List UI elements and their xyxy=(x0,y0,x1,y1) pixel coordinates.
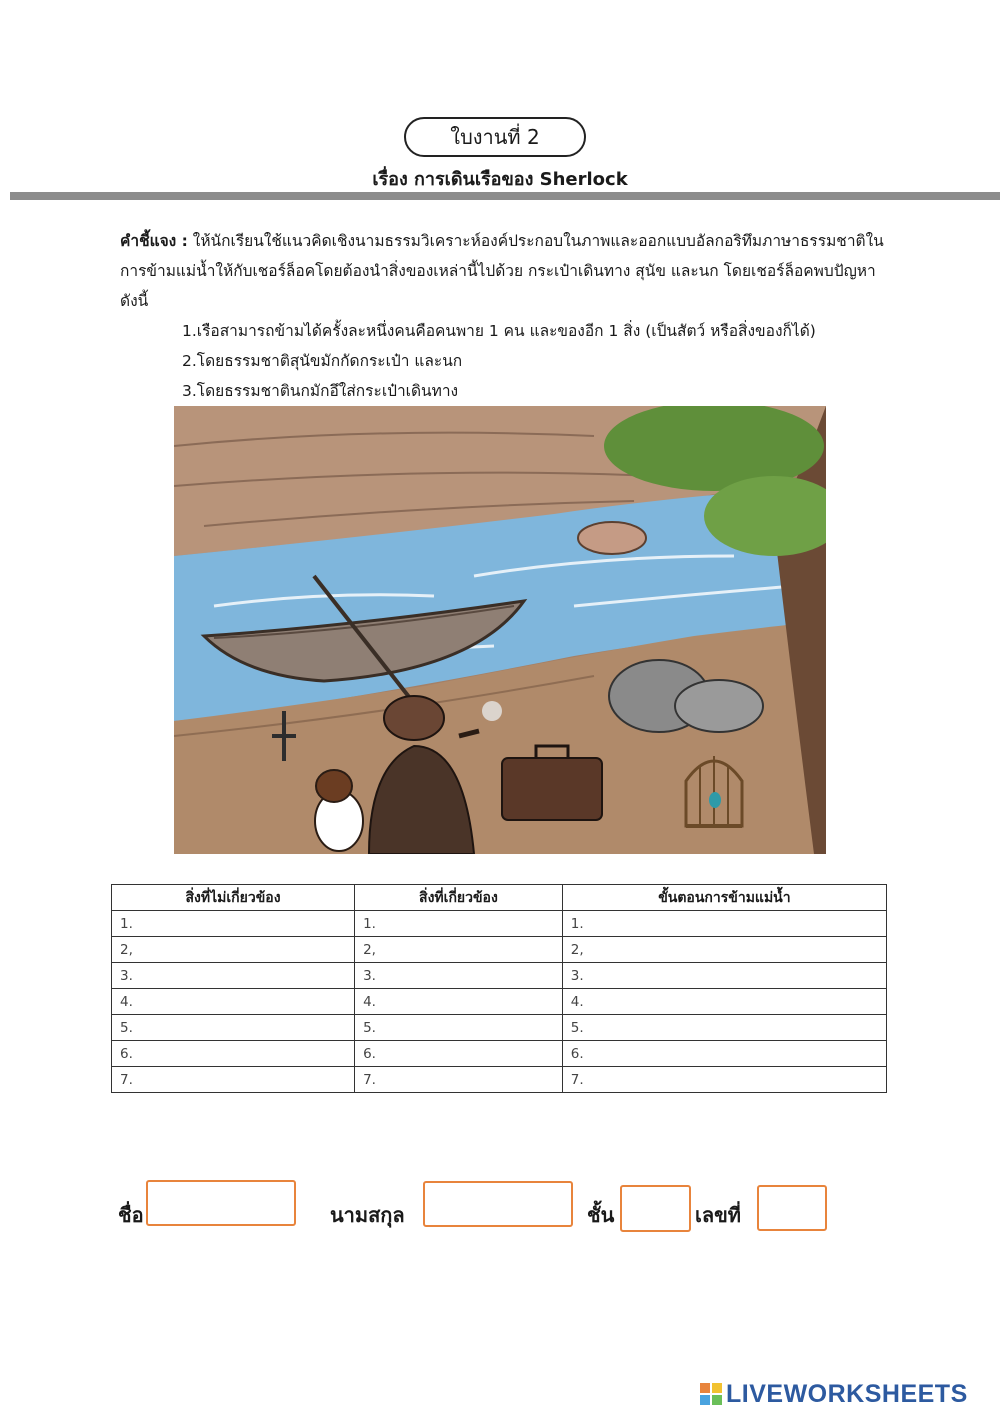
class-input[interactable] xyxy=(620,1185,691,1232)
class-label: ชั้น xyxy=(587,1203,615,1227)
header-divider xyxy=(10,192,1000,200)
rule-3: 3.โดยธรรมชาตินกมักอึใส่กระเป๋าเดินทาง xyxy=(182,382,459,400)
table-row xyxy=(112,911,887,937)
table-header-row xyxy=(112,885,887,911)
worksheet-subtitle: เรื่อง การเดินเรือของ Sherlock xyxy=(372,169,628,190)
table-row xyxy=(112,989,887,1015)
table-cell[interactable]: 5. xyxy=(562,1015,886,1041)
table-cell[interactable]: 4. xyxy=(112,989,355,1015)
table-cell[interactable]: 5. xyxy=(112,1015,355,1041)
col-header-irrelevant: สิ่งที่ไม่เกี่ยวข้อง xyxy=(112,885,355,911)
table-row xyxy=(112,1015,887,1041)
table-cell[interactable]: 2, xyxy=(562,937,886,963)
table-cell[interactable]: 4. xyxy=(562,989,886,1015)
table-cell[interactable]: 2, xyxy=(355,937,563,963)
worksheet-title xyxy=(404,117,586,157)
instructions xyxy=(120,226,890,316)
table-cell[interactable]: 6. xyxy=(112,1041,355,1067)
table-cell[interactable]: 6. xyxy=(562,1041,886,1067)
name-label: ชื่อ xyxy=(118,1203,144,1227)
name-input[interactable] xyxy=(146,1180,296,1226)
table-cell[interactable]: 7. xyxy=(112,1067,355,1093)
table-cell[interactable]: 1. xyxy=(112,911,355,937)
liveworksheets-logo-text: LIVEWORKSHEETS xyxy=(726,1379,968,1408)
answer-table xyxy=(111,884,887,1093)
number-label: เลขที่ xyxy=(695,1203,741,1227)
worksheet-title-text: ใบงานที่ 2 xyxy=(450,125,540,149)
table-row xyxy=(112,963,887,989)
instructions-label: คำชี้แจง : xyxy=(120,232,188,250)
table-cell[interactable]: 3. xyxy=(355,963,563,989)
river-crossing-illustration xyxy=(174,406,826,854)
table-row xyxy=(112,937,887,963)
liveworksheets-logo xyxy=(700,1380,968,1408)
problem-rules xyxy=(182,316,816,406)
table-cell[interactable]: 1. xyxy=(355,911,563,937)
table-cell[interactable]: 2, xyxy=(112,937,355,963)
table-cell[interactable]: 3. xyxy=(112,963,355,989)
number-input[interactable] xyxy=(757,1185,827,1231)
instructions-text: ให้นักเรียนใช้แนวคิดเชิงนามธรรมวิเคราะห์องค์ประกอบในภาพและออกแบบอัลกอริทึมภาษาธรรมชาติในการข้ามแม่น้ำให้กับเชอร์ล็อคโดยต้องนำสิ่งของเหล่านี้ไปด้วย กระเป๋าเดินทาง สุนัข และนก โดยเชอร์ล็อคพบปัญหา ดังนี้ xyxy=(120,232,884,310)
table-cell[interactable]: 7. xyxy=(562,1067,886,1093)
surname-input[interactable] xyxy=(423,1181,573,1227)
col-header-steps: ขั้นตอนการข้ามแม่น้ำ xyxy=(562,885,886,911)
table-cell[interactable]: 1. xyxy=(562,911,886,937)
table-row xyxy=(112,1067,887,1093)
table-cell[interactable]: 6. xyxy=(355,1041,563,1067)
rule-1: 1.เรือสามารถข้ามได้ครั้งละหนึ่งคนคือคนพาย 1 คน และของอีก 1 สิ่ง (เป็นสัตว์ หรือสิ่งของก็ได้) xyxy=(182,322,816,340)
col-header-relevant: สิ่งที่เกี่ยวข้อง xyxy=(355,885,563,911)
table-cell[interactable]: 3. xyxy=(562,963,886,989)
rule-2: 2.โดยธรรมชาติสุนัขมักกัดกระเป๋า และนก xyxy=(182,352,463,370)
table-row xyxy=(112,1041,887,1067)
surname-label: นามสกุล xyxy=(330,1203,405,1227)
liveworksheets-logo-icon xyxy=(700,1383,722,1405)
table-cell[interactable]: 5. xyxy=(355,1015,563,1041)
table-cell[interactable]: 7. xyxy=(355,1067,563,1093)
table-cell[interactable]: 4. xyxy=(355,989,563,1015)
